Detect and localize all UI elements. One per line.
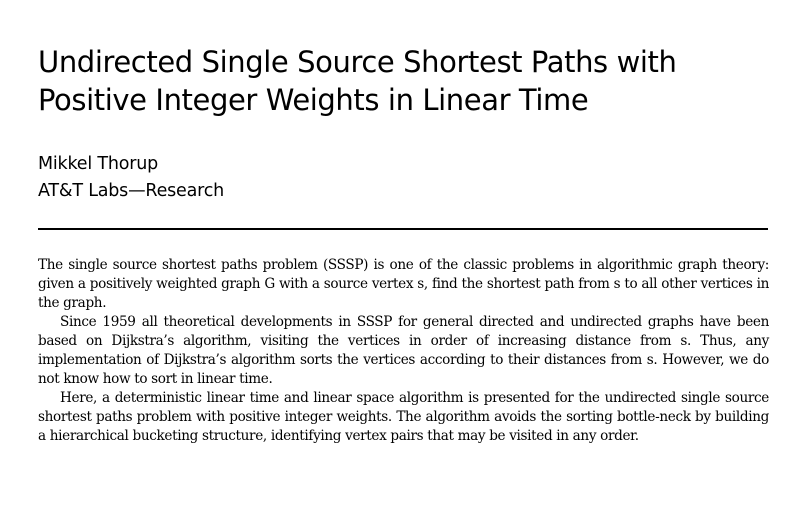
author-name: Mikkel Thorup bbox=[38, 154, 159, 174]
abstract-paragraph: Here, a deterministic linear time and linear space algorithm is presented for the undirected single source shortest paths problem with positive integer weights. The algorithm avoids the sorting bottle-neck by building a hierarchical bucketing structure, identifying vertex pairs that may be visited in any order. bbox=[38, 390, 769, 444]
header-divider bbox=[38, 228, 768, 230]
abstract-paragraph: Since 1959 all theoretical developments in SSSP for general directed and undirected graphs have been based on Dijkstra’s algorithm, visiting the vertices in order of increasing distance from s. Thus, any implementation of Dijkstra’s algorithm sorts the vertices according to their distances from s. However, we do not know how to sort in linear time. bbox=[38, 314, 769, 387]
paper-title: Undirected Single Source Shortest Paths with Positive Integer Weights in Linear Time bbox=[38, 45, 677, 117]
abstract bbox=[38, 256, 769, 446]
abstract-paragraph: The single source shortest paths problem (SSSP) is one of the classic problems in algorithmic graph theory: given a positively weighted graph G with a source vertex s, find the shortest path from s to all other vertices in the graph. bbox=[38, 257, 769, 311]
author-affiliation: AT&T Labs—Research bbox=[38, 181, 225, 201]
